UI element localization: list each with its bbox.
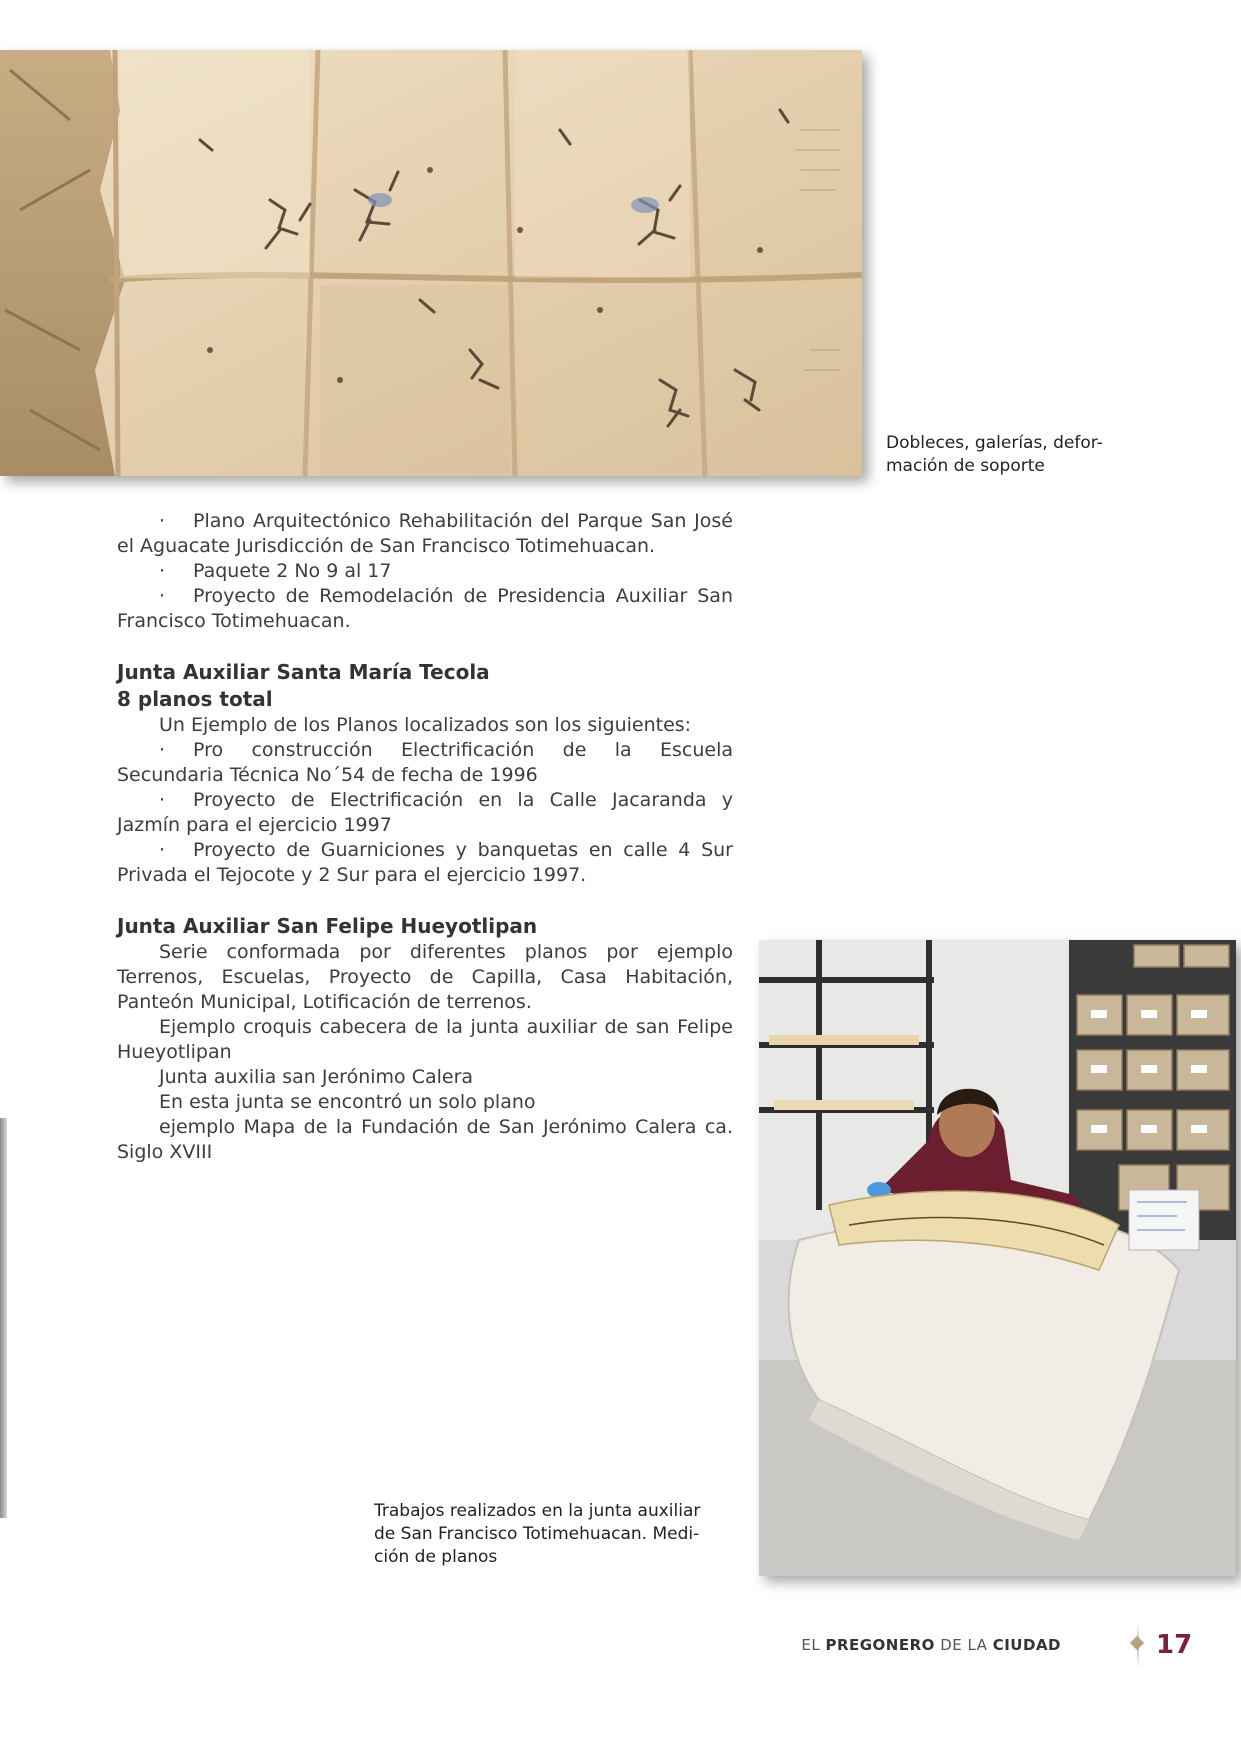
paragraph: ejemplo Mapa de la Fundación de San Jerónimo Calera ca. Siglo XVIII <box>117 1116 733 1163</box>
list-item: · Proyecto de Remodelación de Presidencia Auxiliar San Francisco Totimehuacan. <box>117 585 733 632</box>
adjacent-page-edge <box>0 1118 7 1518</box>
bullet-icon: · <box>159 560 166 582</box>
list-item: · Proyecto de Guarniciones y banquetas en calle 4 Sur Privada el Tejocote y 2 Sur para el ejercicio 1997. <box>117 839 733 886</box>
list-item: · Paquete 2 No 9 al 17 <box>159 560 392 582</box>
list-item: · Plano Arquitectónico Rehabilitación del Parque San José el Aguacate Jurisdicción de San Francisco Totimehuacan. <box>117 510 733 557</box>
paragraph: Serie conformada por diferentes planos por ejemplo Terrenos, Escuelas, Proyecto de Capilla, Casa Habitación, Panteón Municipal, Lotificación de terrenos. <box>117 941 733 1013</box>
section-subheading-tecola: 8 planos total <box>117 687 273 711</box>
running-footer: EL PREGONERO DE LA CIUDAD <box>801 1636 1061 1654</box>
bullet-icon: · <box>159 839 166 861</box>
section-heading-hueyotlipan: Junta Auxiliar San Felipe Hueyotlipan <box>117 914 538 938</box>
paragraph: Ejemplo croquis cabecera de la junta auxiliar de san Felipe Hueyotlipan <box>117 1016 733 1063</box>
diamond-icon <box>1130 1636 1144 1650</box>
paragraph: Junta auxilia san Jerónimo Calera <box>159 1066 474 1088</box>
list-item: · Proyecto de Electrificación en la Calle Jacaranda y Jazmín para el ejercicio 1997 <box>117 789 733 836</box>
folded-map-photo <box>0 50 862 476</box>
work-photo-caption <box>374 1500 724 1569</box>
bullet-icon: · <box>159 510 166 532</box>
article-body <box>117 509 733 1165</box>
top-photo-caption <box>886 432 1126 478</box>
page-number: 17 <box>1156 1630 1193 1660</box>
top-photo-caption-line-1: Dobleces, galerías, defor- <box>886 433 1103 453</box>
list-item: · Pro construcción Electrificación de la Escuela Secundaria Técnica No´54 de fecha de 1996 <box>117 739 733 786</box>
bullet-icon: · <box>159 585 166 607</box>
work-photo-caption-line-1: Trabajos realizados en la junta auxiliar <box>374 1501 701 1521</box>
worker-measuring-photo <box>759 940 1236 1576</box>
work-photo-caption-line-3: ción de planos <box>374 1547 498 1567</box>
top-photo-caption-line-2: mación de soporte <box>886 456 1045 476</box>
paragraph: Un Ejemplo de los Planos localizados son los siguientes: <box>159 714 692 736</box>
paragraph: En esta junta se encontró un solo plano <box>159 1091 536 1113</box>
section-heading-tecola: Junta Auxiliar Santa María Tecola <box>117 660 490 684</box>
bullet-icon: · <box>159 789 166 811</box>
bullet-icon: · <box>159 739 166 761</box>
work-photo-caption-line-2: de San Francisco Totimehuacan. Medi- <box>374 1524 700 1544</box>
